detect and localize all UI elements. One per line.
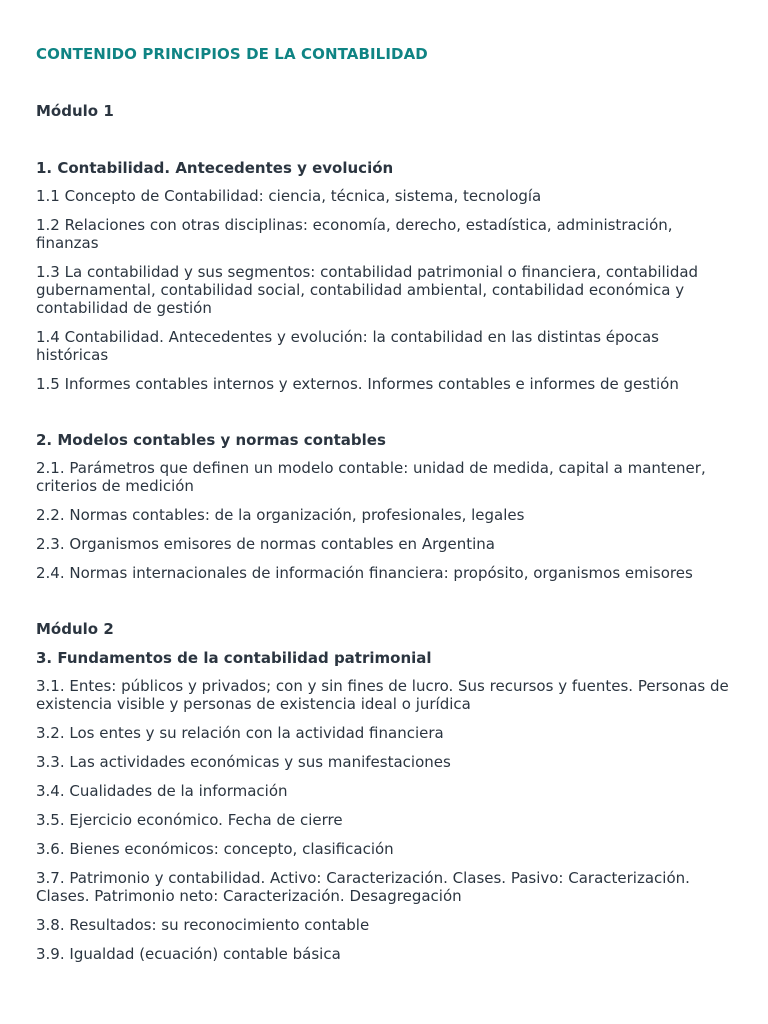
list-item: 3.9. Igualdad (ecuación) contable básica	[36, 945, 341, 963]
list-item: 2.4. Normas internacionales de información financiera: propósito, organismos emisores	[36, 564, 693, 582]
list-item: 1.3 La contabilidad y sus segmentos: contabilidad patrimonial o financiera, contabilidad gubernamental, contabilidad social, contabilidad ambiental, contabilidad económica y contabilidad de gestión	[36, 263, 699, 317]
list-item: 3.5. Ejercicio económico. Fecha de cierre	[36, 811, 343, 829]
list-item: 1.5 Informes contables internos y externos. Informes contables e informes de gestión	[36, 375, 679, 393]
document-title: CONTENIDO PRINCIPIOS DE LA CONTABILIDAD	[36, 45, 428, 63]
section-3-heading: 3. Fundamentos de la contabilidad patrimonial	[36, 649, 432, 667]
list-item: 3.2. Los entes y su relación con la actividad financiera	[36, 724, 444, 742]
list-item: 3.6. Bienes económicos: concepto, clasificación	[36, 840, 394, 858]
list-item: 3.3. Las actividades económicas y sus manifestaciones	[36, 753, 451, 771]
list-item: 3.4. Cualidades de la información	[36, 782, 288, 800]
module-1-heading: Módulo 1	[36, 102, 114, 120]
list-item: 1.4 Contabilidad. Antecedentes y evolución: la contabilidad en las distintas épocas históricas	[36, 328, 659, 364]
list-item: 1.2 Relaciones con otras disciplinas: economía, derecho, estadística, administración, finanzas	[36, 216, 673, 252]
list-item: 2.1. Parámetros que definen un modelo contable: unidad de medida, capital a mantener, criterios de medición	[36, 459, 706, 495]
section-spacer	[36, 404, 732, 430]
section-spacer	[36, 593, 732, 619]
list-item: 3.8. Resultados: su reconocimiento contable	[36, 916, 370, 934]
section-2-heading: 2. Modelos contables y normas contables	[36, 431, 386, 449]
list-item: 1.1 Concepto de Contabilidad: ciencia, técnica, sistema, tecnología	[36, 187, 542, 205]
list-item: 3.1. Entes: públicos y privados; con y sin fines de lucro. Sus recursos y fuentes. Personas de existencia visible y personas de existencia ideal o jurídica	[36, 677, 729, 713]
module-2-heading: Módulo 2	[36, 620, 114, 638]
list-item: 2.2. Normas contables: de la organización, profesionales, legales	[36, 506, 525, 524]
list-item: 2.3. Organismos emisores de normas contables en Argentina	[36, 535, 495, 553]
list-item: 3.7. Patrimonio y contabilidad. Activo: Caracterización. Clases. Pasivo: Caracterización. Clases. Patrimonio neto: Caracterización. Desagregación	[36, 869, 690, 905]
section-1-heading: 1. Contabilidad. Antecedentes y evolución	[36, 159, 394, 177]
